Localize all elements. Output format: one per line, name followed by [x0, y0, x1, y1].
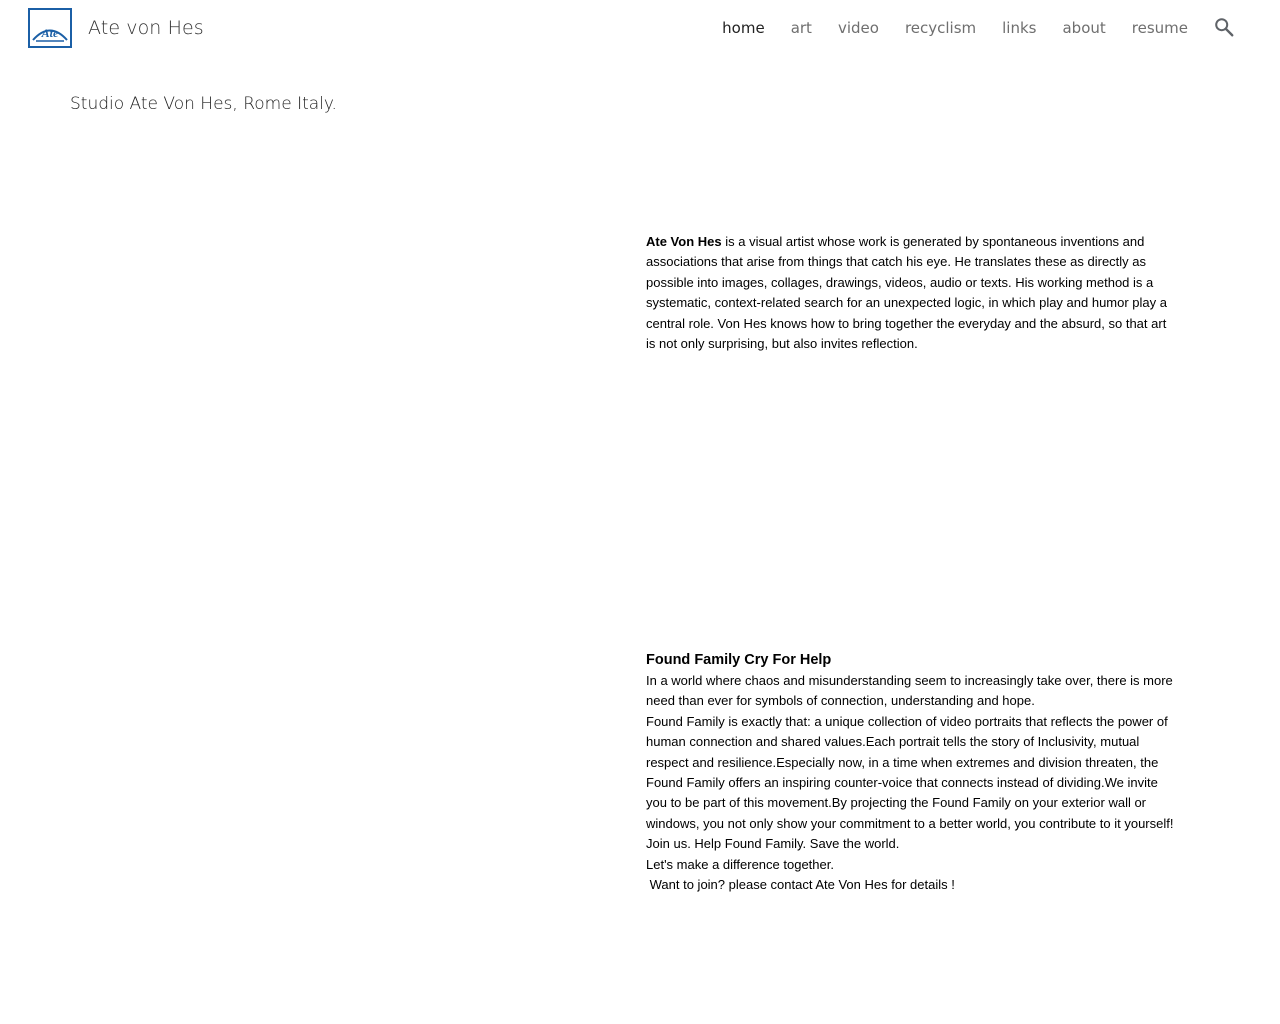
- found-family-section: [646, 650, 1176, 895]
- intro-paragraph: [646, 232, 1176, 354]
- nav-art[interactable]: art: [790, 19, 812, 37]
- artist-name: Ate Von Hes: [646, 234, 722, 249]
- intro-section: [646, 232, 1176, 354]
- search-button[interactable]: [1212, 15, 1236, 39]
- site-title[interactable]: Ate von Hes: [88, 17, 204, 39]
- site-header: [0, 0, 1280, 57]
- studio-location-text: Studio Ate Von Hes, Rome Italy.: [70, 94, 337, 114]
- found-family-paragraph-3: Join us. Help Found Family. Save the world.: [646, 836, 900, 852]
- nav-resume[interactable]: resume: [1131, 19, 1188, 37]
- nav-about[interactable]: about: [1062, 19, 1106, 37]
- nav-home[interactable]: home: [722, 19, 765, 37]
- ate-logo-icon: [30, 11, 70, 45]
- nav-links[interactable]: links: [1002, 19, 1037, 37]
- nav-recyclism[interactable]: recyclism: [904, 19, 977, 37]
- found-family-paragraph-5: Want to join? please contact Ate Von Hes for details !: [646, 877, 955, 893]
- intro-text: is a visual artist whose work is generated by spontaneous inventions and associations that arise from things that catch his eye. He translates these as directly as possible into images, collages, drawings, videos, audio or texts. His working method is a systematic, context-related search for an unexpected logic, in which play and humor play a central role. Von Hes knows how to bring together the everyday and the absurd, so that art is not only surprising, but also invites reflection.: [646, 234, 1167, 352]
- found-family-paragraph-2: Found Family is exactly that: a unique collection of video portraits that reflects the power of human connection and shared values.Each portrait tells the story of Inclusivity, mutual respect and resilience.Especially now, in a time when extremes and division threaten, the Found Family offers an inspiring counter-voice that connects instead of dividing.We invite you to be part of this movement.By projecting the Found Family on your exterior wall or windows, you not only show your commitment to a better world, you contribute to it yourself!: [646, 713, 1174, 831]
- found-family-paragraph-1: In a world where chaos and misunderstanding seem to increasingly take over, there is more need than ever for symbols of connection, understanding and hope.: [646, 673, 1173, 709]
- found-family-paragraph-4: Let's make a difference together.: [646, 856, 834, 872]
- site-logo[interactable]: [28, 8, 72, 48]
- logo-text: Ate: [41, 26, 59, 40]
- main-nav: [696, 17, 1188, 39]
- nav-video[interactable]: video: [837, 19, 879, 37]
- search-icon: [1213, 16, 1235, 38]
- found-family-heading: Found Family Cry For Help: [646, 652, 832, 668]
